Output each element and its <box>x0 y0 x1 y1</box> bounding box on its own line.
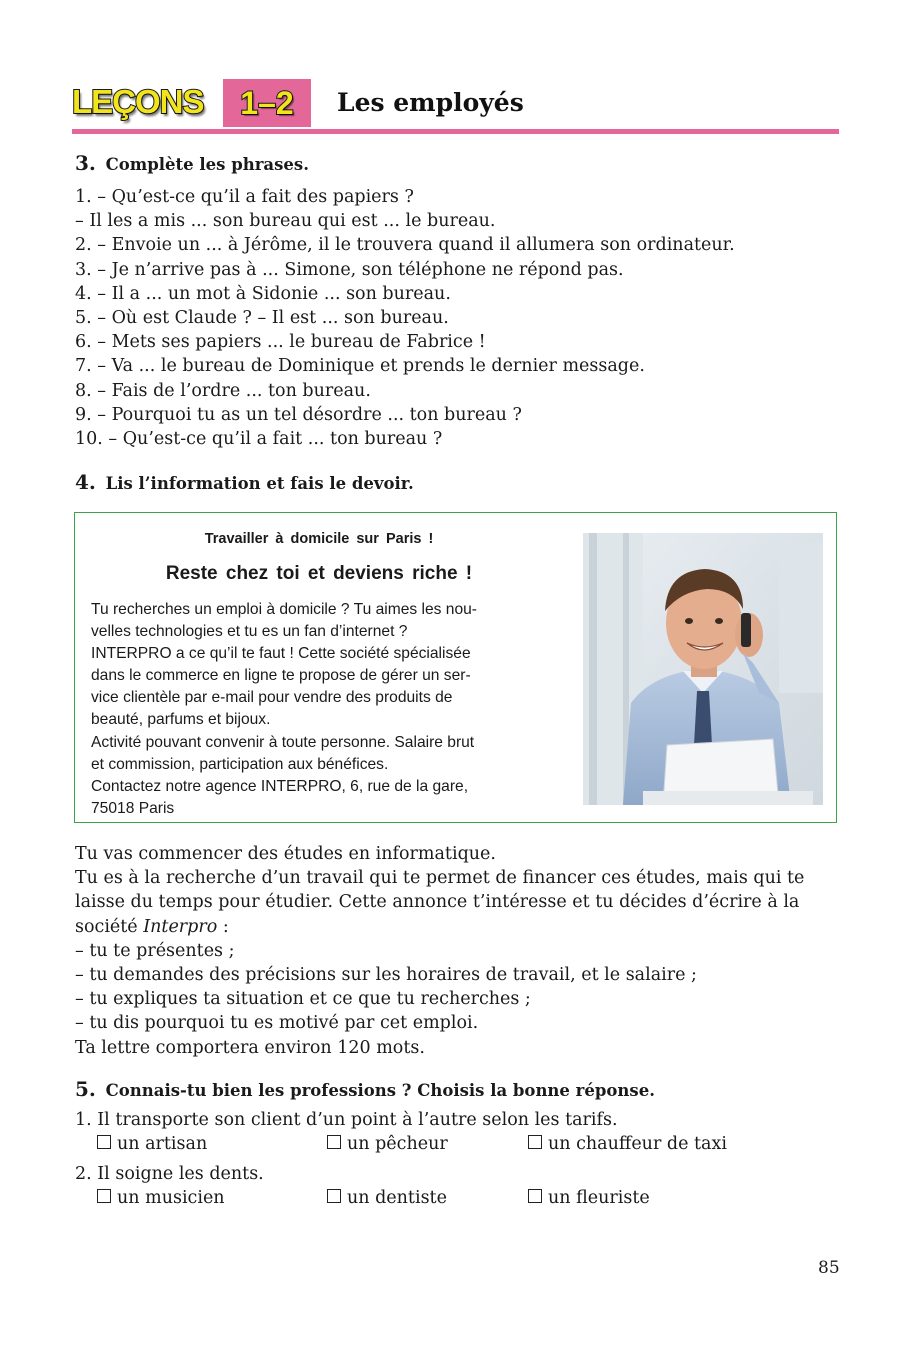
job-advert-box <box>74 512 837 823</box>
advert-line: Tu recherches un emploi à domicile ? Tu aimes les nou- <box>91 601 477 618</box>
page-title: Les employés <box>337 88 524 117</box>
exercise-5-number: 5. <box>75 1077 96 1101</box>
sentence-line: 7. – Va ... le bureau de Dominique et prends le dernier message. <box>75 356 645 377</box>
sentence-line: 6. – Mets ses papiers ... le bureau de Fabrice ! <box>75 332 486 353</box>
question-1-option-a[interactable] <box>97 1134 207 1154</box>
task-line: – tu dis pourquoi tu es motivé par cet emploi. <box>75 1013 479 1034</box>
sentence-line: 10. – Qu’est-ce qu’il a fait ... ton bureau ? <box>75 429 443 450</box>
option-label: un musicien <box>117 1188 225 1208</box>
exercise-4-number: 4. <box>75 470 96 494</box>
checkbox[interactable] <box>528 1189 542 1203</box>
lecons-label: LEÇONS <box>72 83 204 120</box>
advert-line: et commission, participation aux bénéfices. <box>91 755 389 773</box>
sentence-line: 1. – Qu’est-ce qu’il a fait des papiers ? <box>75 187 414 207</box>
advert-photo <box>583 533 823 805</box>
task-line-text: société <box>75 916 144 937</box>
sentence-line: 4. – Il a ... un mot à Sidonie ... son bureau. <box>75 283 451 304</box>
task-line-suffix: : <box>217 916 229 937</box>
exercise-4-heading <box>75 470 414 494</box>
advert-title: Reste chez toi et deviens riche ! <box>165 563 473 584</box>
task-line: – tu expliques ta situation et ce que tu recherches ; <box>75 989 531 1010</box>
advert-subtitle: Travailler à domicile sur Paris ! <box>204 531 434 547</box>
sentence-line: 5. – Où est Claude ? – Il est ... son bureau. <box>75 308 449 329</box>
advert-line: beauté, parfums et bijoux. <box>91 711 271 729</box>
man-on-phone-illustration <box>583 533 823 805</box>
question-2-option-b[interactable] <box>327 1188 447 1208</box>
exercise-4-instruction: Lis l’information et fais le devoir. <box>105 474 414 493</box>
lesson-number-box <box>223 79 311 127</box>
task-line: Tu vas commencer des études en informatique. <box>75 844 496 864</box>
advert-body <box>91 599 561 820</box>
exercise-4-task <box>75 842 804 1060</box>
question-1-text: 1. Il transporte son client d’un point à l’autre selon les tarifs. <box>75 1110 618 1130</box>
sentence-line: 8. – Fais de l’ordre ... ton bureau. <box>75 380 371 401</box>
option-label: un dentiste <box>347 1188 447 1208</box>
option-label: un fleuriste <box>548 1188 650 1208</box>
exercise-3-sentences <box>75 185 735 451</box>
lesson-number: 1–2 <box>240 85 294 121</box>
task-line: Ta lettre comportera environ 120 mots. <box>75 1037 425 1058</box>
task-line: laisse du temps pour étudier. Cette annonce t’intéresse et tu décides d’écrire à la <box>75 892 800 913</box>
question-2-option-a[interactable] <box>97 1188 225 1208</box>
sentence-line: 3. – Je n’arrive pas à ... Simone, son téléphone ne répond pas. <box>75 259 624 280</box>
advert-line: INTERPRO a ce qu’il te faut ! Cette société spécialisée <box>91 645 471 663</box>
option-label: un pêcheur <box>347 1134 448 1154</box>
option-label: un artisan <box>117 1134 208 1154</box>
checkbox[interactable] <box>327 1189 341 1203</box>
exercise-5-heading <box>75 1077 655 1101</box>
advert-line: velles technologies et tu es un fan d’internet ? <box>91 623 408 641</box>
advert-line: dans le commerce en ligne te propose de gérer un ser- <box>91 667 471 685</box>
task-line: – tu demandes des précisions sur les horaires de travail, et le salaire ; <box>75 965 697 986</box>
exercise-3-heading <box>75 151 309 175</box>
advert-line: Activité pouvant convenir à toute personne. Salaire brut <box>91 733 475 751</box>
advert-line: 75018 Paris <box>91 799 175 817</box>
task-line <box>75 915 804 939</box>
question-2-option-c[interactable] <box>528 1188 650 1208</box>
task-line: – tu te présentes ; <box>75 940 235 961</box>
advert-line: Contactez notre agence INTERPRO, 6, rue de la gare, <box>91 777 469 795</box>
question-1-option-c[interactable] <box>528 1134 727 1154</box>
exercise-3-number: 3. <box>75 151 96 175</box>
lesson-header <box>72 76 839 136</box>
header-rule <box>72 129 839 134</box>
exercise-5-instruction: Connais-tu bien les professions ? Choisis la bonne réponse. <box>105 1081 655 1100</box>
question-2-text: 2. Il soigne les dents. <box>75 1164 264 1184</box>
exercise-3-instruction: Complète les phrases. <box>105 155 309 174</box>
sentence-line: 9. – Pourquoi tu as un tel désordre ... ton bureau ? <box>75 404 522 425</box>
sentence-line: 2. – Envoie un ... à Jérôme, il le trouvera quand il allumera son ordinateur. <box>75 235 735 256</box>
company-name: Interpro <box>143 916 218 937</box>
checkbox[interactable] <box>97 1135 111 1149</box>
question-1-option-b[interactable] <box>327 1134 448 1154</box>
checkbox[interactable] <box>528 1135 542 1149</box>
option-label: un chauffeur de taxi <box>548 1134 727 1154</box>
sentence-line: – Il les a mis ... son bureau qui est ... le bureau. <box>75 211 496 232</box>
checkbox[interactable] <box>327 1135 341 1149</box>
checkbox[interactable] <box>97 1189 111 1203</box>
page-number: 85 <box>818 1258 840 1278</box>
advert-line: vice clientèle par e-mail pour vendre des produits de <box>91 689 453 707</box>
task-line: Tu es à la recherche d’un travail qui te permet de financer ces études, mais qui te <box>75 868 805 889</box>
